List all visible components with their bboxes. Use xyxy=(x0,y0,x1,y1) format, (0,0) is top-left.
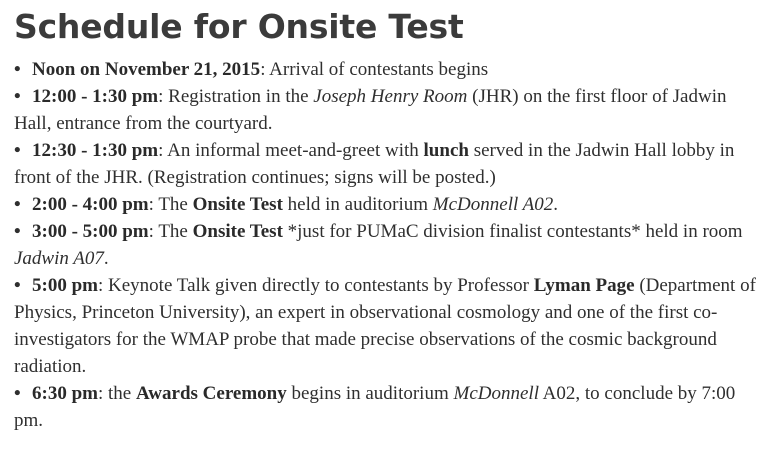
item-highlight: lunch xyxy=(423,140,469,161)
page-title: Schedule for Onsite Test xyxy=(14,7,464,46)
item-text: served in the Jadwin Hall lobby in front of the JHR. (Registration continues; signs will be posted.) xyxy=(14,140,735,188)
schedule-item-registration xyxy=(14,83,766,137)
item-text: Arrival of contestants begins xyxy=(265,59,489,80)
item-text: Keynote Talk given directly to contestants by Professor xyxy=(103,275,534,296)
item-location: McDonnell xyxy=(453,383,539,404)
item-separator: : xyxy=(260,59,266,80)
item-text: The xyxy=(153,221,193,242)
item-text: . xyxy=(103,248,109,269)
item-location: Jadwin A07 xyxy=(14,248,104,269)
item-separator: : xyxy=(97,383,104,404)
item-location: Joseph Henry Room xyxy=(313,86,468,107)
schedule-list xyxy=(14,56,766,434)
item-time: 3:00 - 5:00 pm xyxy=(32,221,149,242)
schedule-item-meet-and-greet xyxy=(14,137,766,191)
bullet-icon: • xyxy=(14,59,21,80)
item-location: McDonnell A02 xyxy=(432,194,554,215)
item-text: *just for PUMaC division finalist contestants* held in room xyxy=(282,221,743,242)
item-highlight: Onsite Test xyxy=(192,194,283,215)
item-separator: : xyxy=(148,221,154,242)
schedule-item-finalist-test xyxy=(14,218,766,272)
item-time: 2:00 - 4:00 pm xyxy=(32,194,149,215)
item-separator: : xyxy=(97,275,104,296)
item-text: the xyxy=(103,383,136,404)
item-text: . xyxy=(553,194,559,215)
item-text: An informal meet-and-greet with xyxy=(163,140,424,161)
item-text: Registration in the xyxy=(163,86,314,107)
item-highlight: Onsite Test xyxy=(192,221,283,242)
item-time: Noon on November 21, 2015 xyxy=(32,59,261,80)
item-text: (Department of Physics, Princeton University), an expert in observational cosmology and one of the first co-investigators for the WMAP probe that made precise observations of the cosmic background radiation. xyxy=(14,275,756,377)
schedule-item-awards xyxy=(14,380,766,434)
item-text: begins in auditorium xyxy=(286,383,454,404)
schedule-page xyxy=(14,0,766,434)
item-time: 12:00 - 1:30 pm xyxy=(32,86,159,107)
item-text: A02, to conclude by 7:00 pm. xyxy=(14,383,736,431)
item-text: held in auditorium xyxy=(282,194,433,215)
bullet-icon: • xyxy=(14,221,21,242)
item-time: 5:00 pm xyxy=(32,275,98,296)
item-separator: : xyxy=(158,86,164,107)
item-text: (JHR) on the first floor of Jadwin Hall, entrance from the courtyard. xyxy=(14,86,727,134)
item-text: The xyxy=(153,194,193,215)
item-time: 12:30 - 1:30 pm xyxy=(32,140,159,161)
item-time: 6:30 pm xyxy=(32,383,98,404)
item-highlight: Lyman Page xyxy=(533,275,635,296)
bullet-icon: • xyxy=(14,194,21,215)
schedule-item-onsite-test xyxy=(14,191,766,218)
item-separator: : xyxy=(148,194,154,215)
item-separator: : xyxy=(158,140,164,161)
bullet-icon: • xyxy=(14,140,21,161)
bullet-icon: • xyxy=(14,86,21,107)
bullet-icon: • xyxy=(14,383,21,404)
schedule-item-keynote xyxy=(14,272,766,380)
schedule-item-arrival xyxy=(14,56,766,83)
bullet-icon: • xyxy=(14,275,21,296)
item-highlight: Awards Ceremony xyxy=(135,383,287,404)
